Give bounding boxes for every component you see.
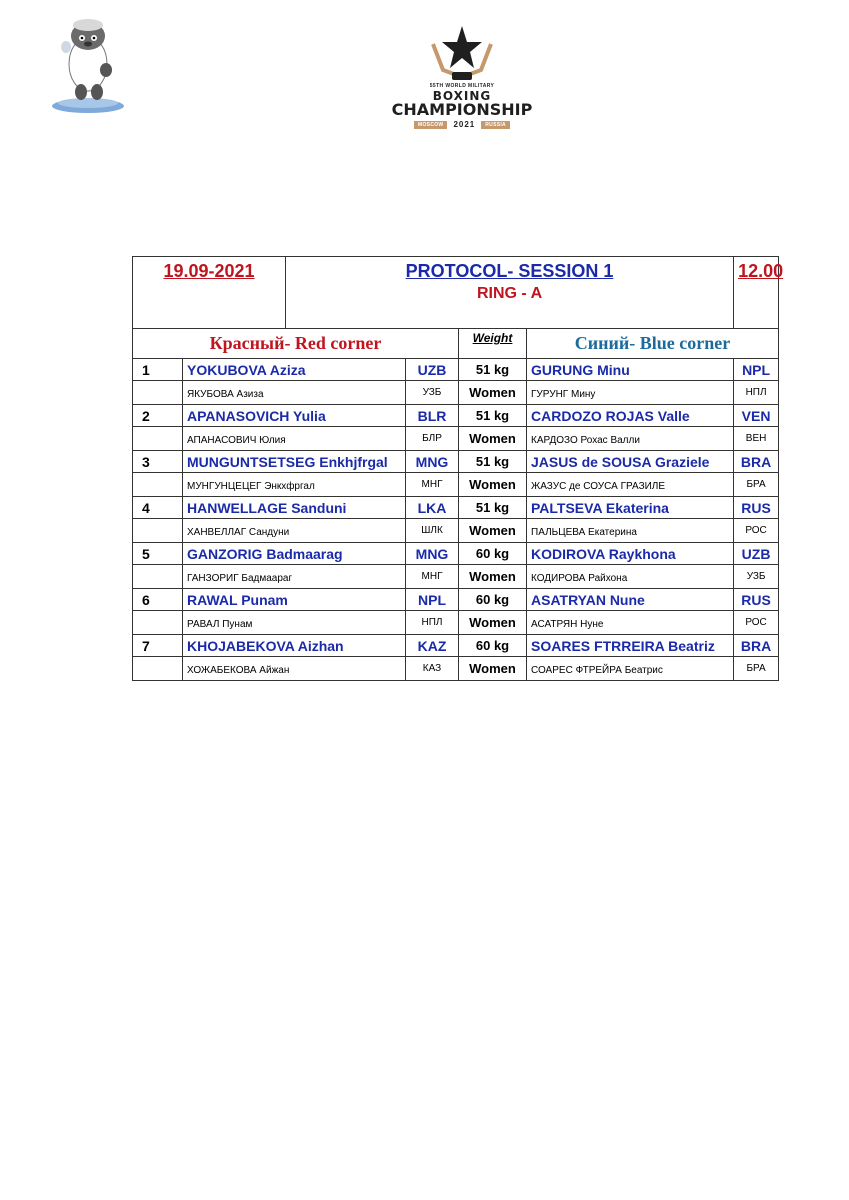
blue-country-code: NPL	[734, 359, 779, 381]
bout-row	[133, 543, 779, 565]
bout-number: 4	[133, 497, 183, 519]
bout-number: 7	[133, 635, 183, 657]
weight-class: 60 kg	[459, 635, 527, 657]
blue-boxer-name: JASUS de SOUSA Graziele	[527, 451, 734, 473]
weight-class: 60 kg	[459, 543, 527, 565]
category-label: Women	[459, 519, 527, 543]
blue-boxer-name-ru: КАРДОЗО Рохас Валли	[527, 427, 734, 451]
blue-country-code-ru: БРА	[734, 473, 779, 497]
red-boxer-name-ru: ГАНЗОРИГ Бадмаараг	[183, 565, 406, 589]
red-boxer-name-ru: ХАНВЕЛЛАГ Сандуни	[183, 519, 406, 543]
red-country-code: BLR	[406, 405, 459, 427]
bout-number-blank	[133, 381, 183, 405]
red-boxer-name-ru: РАВАЛ Пунам	[183, 611, 406, 635]
corner-header-row	[133, 329, 779, 359]
logo-country-tag: RUSSIA	[481, 121, 510, 129]
logo-year: 2021	[453, 120, 476, 129]
red-boxer-name: KHOJABEKOVA Aizhan	[183, 635, 406, 657]
header-row	[133, 257, 779, 329]
blue-boxer-name: GURUNG Minu	[527, 359, 734, 381]
bout-number: 5	[133, 543, 183, 565]
red-country-code: LKA	[406, 497, 459, 519]
red-boxer-name-ru: МУНГУНЦЕЦЕГ Энкхфргал	[183, 473, 406, 497]
bout-row	[133, 635, 779, 657]
red-boxer-name: HANWELLAGE Sanduni	[183, 497, 406, 519]
star-emblem-icon	[427, 24, 497, 82]
red-country-code: NPL	[406, 589, 459, 611]
protocol-table	[132, 256, 784, 681]
red-country-code: MNG	[406, 543, 459, 565]
bout-number: 3	[133, 451, 183, 473]
blue-boxer-name-ru: КОДИРОВА Райхона	[527, 565, 734, 589]
blue-country-code-ru: НПЛ	[734, 381, 779, 405]
red-boxer-name-ru: АПАНАСОВИЧ Юлия	[183, 427, 406, 451]
bout-number: 6	[133, 589, 183, 611]
red-boxer-name-ru: ЯКУБОВА Азиза	[183, 381, 406, 405]
bout-number-blank	[133, 611, 183, 635]
red-country-code-ru: МНГ	[406, 473, 459, 497]
session-title-cell	[286, 257, 734, 329]
bout-number: 1	[133, 359, 183, 381]
logo-word-boxing: BOXING	[432, 89, 492, 103]
category-label: Women	[459, 611, 527, 635]
category-label: Women	[459, 473, 527, 497]
category-label: Women	[459, 565, 527, 589]
logo-top-line: 55TH WORLD MILITARY	[429, 83, 495, 89]
blue-country-code-ru: РОС	[734, 611, 779, 635]
blue-country-code: RUS	[734, 497, 779, 519]
bout-row	[133, 405, 779, 427]
red-boxer-name-ru: ХОЖАБЕКОВА Айжан	[183, 657, 406, 681]
blue-country-code: RUS	[734, 589, 779, 611]
blue-country-code-ru: РОС	[734, 519, 779, 543]
bout-number-blank	[133, 565, 183, 589]
blue-boxer-name: KODIROVA Raykhona	[527, 543, 734, 565]
bout-subrow	[133, 473, 779, 497]
blue-country-code-ru: ВЕН	[734, 427, 779, 451]
blue-boxer-name-ru: СОАРЕС ФТРЕЙРА Беатрис	[527, 657, 734, 681]
session-time: 12.00	[734, 257, 779, 329]
category-label: Women	[459, 657, 527, 681]
red-boxer-name: GANZORIG Badmaarag	[183, 543, 406, 565]
red-boxer-name: APANASOVICH Yulia	[183, 405, 406, 427]
bout-subrow	[133, 381, 779, 405]
blue-country-code: BRA	[734, 451, 779, 473]
mascot-logo	[44, 14, 130, 118]
bout-subrow	[133, 427, 779, 451]
red-country-code: UZB	[406, 359, 459, 381]
category-label: Women	[459, 427, 527, 451]
red-country-code-ru: УЗБ	[406, 381, 459, 405]
red-country-code-ru: КАЗ	[406, 657, 459, 681]
bout-subrow	[133, 519, 779, 543]
blue-country-code: BRA	[734, 635, 779, 657]
blue-country-code: VEN	[734, 405, 779, 427]
weight-class: 51 kg	[459, 359, 527, 381]
red-country-code: KAZ	[406, 635, 459, 657]
blue-boxer-name-ru: ЖАЗУС де СОУСА ГРАЗИЛЕ	[527, 473, 734, 497]
red-corner-header: Красный- Red corner	[133, 329, 459, 359]
red-country-code-ru: БЛР	[406, 427, 459, 451]
bouts-body	[133, 359, 779, 681]
bout-number-blank	[133, 473, 183, 497]
bout-row	[133, 451, 779, 473]
logo-word-championship: CHAMPIONSHIP	[391, 100, 533, 119]
bout-subrow	[133, 657, 779, 681]
weight-class: 51 kg	[459, 451, 527, 473]
blue-boxer-name-ru: ПАЛЬЦЕВА Екатерина	[527, 519, 734, 543]
bout-subrow	[133, 611, 779, 635]
championship-logo	[374, 24, 550, 132]
weight-header: Weight	[459, 329, 527, 359]
weight-class: 60 kg	[459, 589, 527, 611]
blue-boxer-name-ru: ГУРУНГ Мину	[527, 381, 734, 405]
session-date: 19.09-2021	[133, 257, 286, 329]
blue-country-code-ru: БРА	[734, 657, 779, 681]
blue-boxer-name: ASATRYAN Nune	[527, 589, 734, 611]
red-country-code-ru: ШЛК	[406, 519, 459, 543]
bout-subrow	[133, 565, 779, 589]
bout-number-blank	[133, 427, 183, 451]
red-boxer-name: MUNGUNTSETSEG Enkhjfrgal	[183, 451, 406, 473]
bout-number-blank	[133, 519, 183, 543]
category-label: Women	[459, 381, 527, 405]
bout-row	[133, 589, 779, 611]
bout-number: 2	[133, 405, 183, 427]
bout-number-blank	[133, 657, 183, 681]
ring-label: RING - A	[476, 285, 543, 302]
blue-boxer-name: PALTSEVA Ekaterina	[527, 497, 734, 519]
red-country-code-ru: МНГ	[406, 565, 459, 589]
blue-country-code-ru: УЗБ	[734, 565, 779, 589]
red-country-code: MNG	[406, 451, 459, 473]
blue-country-code: UZB	[734, 543, 779, 565]
session-title: PROTOCOL- SESSION 1	[405, 261, 614, 281]
blue-boxer-name: CARDOZO ROJAS Valle	[527, 405, 734, 427]
red-boxer-name: RAWAL Punam	[183, 589, 406, 611]
blue-corner-header: Синий- Blue corner	[527, 329, 779, 359]
red-country-code-ru: НПЛ	[406, 611, 459, 635]
weight-class: 51 kg	[459, 405, 527, 427]
blue-boxer-name: SOARES FTRREIRA Beatriz	[527, 635, 734, 657]
bout-row	[133, 359, 779, 381]
weight-class: 51 kg	[459, 497, 527, 519]
blue-boxer-name-ru: АСАТРЯН Нуне	[527, 611, 734, 635]
red-boxer-name: YOKUBOVA Aziza	[183, 359, 406, 381]
logo-city-tag: MOSCOW	[414, 121, 447, 129]
bout-row	[133, 497, 779, 519]
